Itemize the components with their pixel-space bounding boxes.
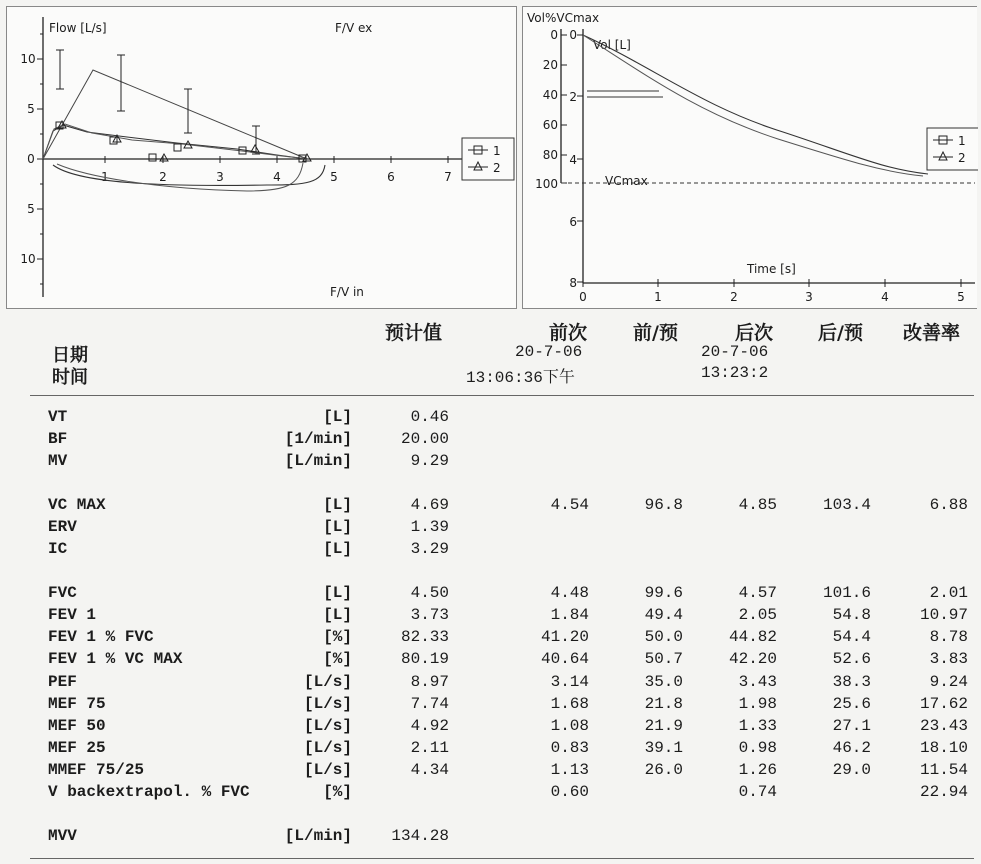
vt-vol-tick: 4 bbox=[569, 153, 577, 167]
fv-y-tick: 5 bbox=[27, 102, 35, 116]
cell-name: V backextrapol. % FVC bbox=[48, 783, 250, 801]
cell-unit: [%] bbox=[323, 650, 352, 668]
cell-impr: 6.88 bbox=[929, 496, 968, 514]
cell-pre-pct: 39.1 bbox=[644, 739, 683, 757]
cell-pred: 2.11 bbox=[410, 739, 449, 757]
fv-legend bbox=[462, 138, 514, 180]
cell-pred: 3.73 bbox=[410, 606, 449, 624]
cell-post: 2.05 bbox=[738, 606, 777, 624]
vt-legend-1: 1 bbox=[958, 134, 966, 148]
vt-pct-tick: 100 bbox=[535, 177, 558, 191]
cell-pre-pct: 99.6 bbox=[644, 584, 683, 602]
cell-unit: [L] bbox=[323, 496, 352, 514]
cell-pre-pct: 50.7 bbox=[644, 650, 683, 668]
cell-unit: [L] bbox=[323, 606, 352, 624]
cell-pred: 8.97 bbox=[410, 673, 449, 691]
cell-impr: 10.97 bbox=[919, 606, 968, 624]
cell-impr: 23.43 bbox=[919, 717, 968, 735]
fv-x-tick: 3 bbox=[216, 170, 224, 184]
vt-time-tick: 5 bbox=[957, 290, 965, 304]
cell-pre: 40.64 bbox=[540, 650, 589, 668]
cell-name: FEV 1 % FVC bbox=[48, 628, 154, 646]
vt-time-tick: 2 bbox=[730, 290, 738, 304]
flow-volume-chart bbox=[6, 6, 517, 309]
fv-y-tick: 0 bbox=[27, 152, 35, 166]
cell-pre: 0.83 bbox=[550, 739, 589, 757]
vt-legend bbox=[927, 128, 978, 170]
cell-impr: 18.10 bbox=[919, 739, 968, 757]
cell-unit: [L] bbox=[323, 518, 352, 536]
cell-name: FEV 1 bbox=[48, 606, 97, 624]
header-post-ratio: 后/预 bbox=[818, 322, 863, 344]
cell-pre: 1.68 bbox=[550, 695, 589, 713]
cell-name: IC bbox=[48, 540, 68, 558]
cell-name: VC MAX bbox=[48, 496, 106, 514]
vt-time-tick: 3 bbox=[805, 290, 813, 304]
cell-unit: [L/min] bbox=[284, 452, 352, 470]
fv-markers bbox=[56, 121, 311, 162]
vt-pct-tick: 20 bbox=[542, 58, 558, 72]
cell-pred: 7.74 bbox=[410, 695, 449, 713]
cell-unit: [L] bbox=[323, 408, 352, 426]
vt-time-tick: 0 bbox=[579, 290, 587, 304]
cell-post-pct: 46.2 bbox=[832, 739, 871, 757]
cell-post: 3.43 bbox=[738, 673, 777, 691]
vt-vol-tick: 0 bbox=[569, 28, 577, 42]
fv-y-tick: 10 bbox=[20, 252, 36, 266]
cell-pre-pct: 49.4 bbox=[644, 606, 683, 624]
vt-pct-tick: 40 bbox=[542, 88, 558, 102]
cell-name: VT bbox=[48, 408, 68, 426]
cell-pre: 41.20 bbox=[540, 628, 589, 646]
cell-post: 1.98 bbox=[738, 695, 777, 713]
cell-name: MMEF 75/25 bbox=[48, 761, 145, 779]
cell-pre: 1.84 bbox=[550, 606, 589, 624]
flow-volume-plot bbox=[7, 7, 516, 308]
cell-impr: 2.01 bbox=[929, 584, 968, 602]
fv-x-tick: 4 bbox=[273, 170, 281, 184]
cell-pred: 3.29 bbox=[410, 540, 449, 558]
cell-pred: 20.00 bbox=[400, 430, 449, 448]
header-improvement: 改善率 bbox=[903, 322, 961, 344]
vt-curve-2 bbox=[583, 35, 923, 176]
cell-post-pct: 54.8 bbox=[832, 606, 871, 624]
cell-post: 0.98 bbox=[738, 739, 777, 757]
vt-legend-2: 2 bbox=[958, 151, 966, 165]
cell-name: PEF bbox=[48, 673, 77, 691]
cell-impr: 11.54 bbox=[919, 761, 968, 779]
vt-pct-label: Vol%VCmax bbox=[527, 11, 600, 25]
cell-post: 44.82 bbox=[728, 628, 777, 646]
cell-unit: [%] bbox=[323, 628, 352, 646]
cell-pre: 1.08 bbox=[550, 717, 589, 735]
cell-pre: 0.60 bbox=[550, 783, 589, 801]
cell-unit: [L/s] bbox=[303, 739, 352, 757]
cell-unit: [L] bbox=[323, 584, 352, 602]
cell-name: FEV 1 % VC MAX bbox=[48, 650, 183, 668]
cell-impr: 17.62 bbox=[919, 695, 968, 713]
cell-pre: 3.14 bbox=[550, 673, 589, 691]
cell-unit: [L/s] bbox=[303, 673, 352, 691]
cell-post: 4.85 bbox=[738, 496, 777, 514]
cell-post-pct: 52.6 bbox=[832, 650, 871, 668]
vt-vcmax-label: VCmax bbox=[605, 174, 648, 188]
cell-pred: 0.46 bbox=[410, 408, 449, 426]
vt-vol-tick: 8 bbox=[569, 276, 577, 290]
cell-name: BF bbox=[48, 430, 68, 448]
cell-impr: 8.78 bbox=[929, 628, 968, 646]
cell-pre-pct: 26.0 bbox=[644, 761, 683, 779]
cell-pre: 1.13 bbox=[550, 761, 589, 779]
post-time: 13:23:2 bbox=[701, 364, 769, 382]
cell-unit: [%] bbox=[323, 783, 352, 801]
fv-predicted-error-bars bbox=[56, 50, 260, 154]
pre-time: 13:06:36下午 bbox=[466, 369, 575, 387]
cell-impr: 9.24 bbox=[929, 673, 968, 691]
cell-name: FVC bbox=[48, 584, 77, 602]
cell-post-pct: 54.4 bbox=[832, 628, 871, 646]
cell-pred: 4.50 bbox=[410, 584, 449, 602]
fv-title-inspiration: F/V in bbox=[330, 285, 364, 299]
cell-pre: 4.54 bbox=[550, 496, 589, 514]
separator-bottom bbox=[30, 858, 974, 859]
cell-name: MVV bbox=[48, 827, 77, 845]
header-post: 后次 bbox=[735, 322, 774, 344]
cell-pre: 4.48 bbox=[550, 584, 589, 602]
fv-y-tick: 5 bbox=[27, 202, 35, 216]
header-pre: 前次 bbox=[549, 322, 588, 344]
cell-post-pct: 27.1 bbox=[832, 717, 871, 735]
fv-x-tick: 2 bbox=[159, 170, 167, 184]
vt-vol-tick: 2 bbox=[569, 90, 577, 104]
cell-post: 1.33 bbox=[738, 717, 777, 735]
cell-post: 1.26 bbox=[738, 761, 777, 779]
post-date: 20-7-06 bbox=[701, 343, 769, 361]
cell-unit: [L/s] bbox=[303, 717, 352, 735]
fv-y-axis-label: Flow [L/s] bbox=[49, 21, 107, 35]
cell-post: 4.57 bbox=[738, 584, 777, 602]
cell-unit: [L/s] bbox=[303, 695, 352, 713]
fv-x-tick: 1 bbox=[101, 170, 109, 184]
cell-pre-pct: 96.8 bbox=[644, 496, 683, 514]
cell-post-pct: 29.0 bbox=[832, 761, 871, 779]
cell-pre-pct: 35.0 bbox=[644, 673, 683, 691]
cell-pred: 4.92 bbox=[410, 717, 449, 735]
fv-y-tick: 10 bbox=[20, 52, 36, 66]
vt-pct-tick: 0 bbox=[550, 28, 558, 42]
separator-top bbox=[30, 395, 974, 396]
cell-pre-pct: 50.0 bbox=[644, 628, 683, 646]
volume-time-chart bbox=[522, 6, 977, 309]
cell-post: 42.20 bbox=[728, 650, 777, 668]
time-label: 时间 bbox=[52, 367, 88, 388]
vt-time-tick: 1 bbox=[654, 290, 662, 304]
cell-unit: [1/min] bbox=[284, 430, 352, 448]
vt-pct-tick: 80 bbox=[542, 148, 558, 162]
cell-pred: 80.19 bbox=[400, 650, 449, 668]
vt-curve-1 bbox=[583, 35, 928, 174]
cell-post-pct: 103.4 bbox=[822, 496, 871, 514]
cell-name: ERV bbox=[48, 518, 77, 536]
fv-loop-2-inspiration bbox=[57, 163, 303, 191]
cell-pred: 134.28 bbox=[391, 827, 449, 845]
cell-unit: [L/min] bbox=[284, 827, 352, 845]
fv-legend-2: 2 bbox=[493, 161, 501, 175]
vt-time-label: Time [s] bbox=[747, 262, 796, 276]
fv-predicted-curve bbox=[43, 70, 307, 159]
fv-title-expiration: F/V ex bbox=[335, 21, 373, 35]
cell-pred: 4.34 bbox=[410, 761, 449, 779]
header-pre-ratio: 前/预 bbox=[633, 322, 678, 344]
header-predicted: 预计值 bbox=[385, 322, 443, 344]
date-label: 日期 bbox=[52, 345, 88, 366]
cell-post-pct: 25.6 bbox=[832, 695, 871, 713]
cell-pred: 4.69 bbox=[410, 496, 449, 514]
cell-name: MV bbox=[48, 452, 68, 470]
fv-x-tick: 6 bbox=[387, 170, 395, 184]
fv-x-tick: 7 bbox=[444, 170, 452, 184]
cell-unit: [L/s] bbox=[303, 761, 352, 779]
cell-name: MEF 25 bbox=[48, 739, 106, 757]
cell-pre-pct: 21.8 bbox=[644, 695, 683, 713]
cell-post: 0.74 bbox=[738, 783, 777, 801]
fv-x-tick: 5 bbox=[330, 170, 338, 184]
cell-pred: 1.39 bbox=[410, 518, 449, 536]
cell-post-pct: 38.3 bbox=[832, 673, 871, 691]
cell-impr: 3.83 bbox=[929, 650, 968, 668]
pre-date: 20-7-06 bbox=[515, 343, 583, 361]
vt-pct-tick: 60 bbox=[542, 118, 558, 132]
volume-time-plot bbox=[523, 7, 978, 308]
cell-name: MEF 75 bbox=[48, 695, 106, 713]
vt-time-tick: 4 bbox=[881, 290, 889, 304]
cell-impr: 22.94 bbox=[919, 783, 968, 801]
cell-pre-pct: 21.9 bbox=[644, 717, 683, 735]
cell-pred: 9.29 bbox=[410, 452, 449, 470]
vt-vol-label: Vol [L] bbox=[593, 38, 631, 52]
fv-legend-1: 1 bbox=[493, 144, 501, 158]
cell-pred: 82.33 bbox=[400, 628, 449, 646]
vt-vol-tick: 6 bbox=[569, 215, 577, 229]
cell-post-pct: 101.6 bbox=[822, 584, 871, 602]
cell-name: MEF 50 bbox=[48, 717, 106, 735]
cell-unit: [L] bbox=[323, 540, 352, 558]
